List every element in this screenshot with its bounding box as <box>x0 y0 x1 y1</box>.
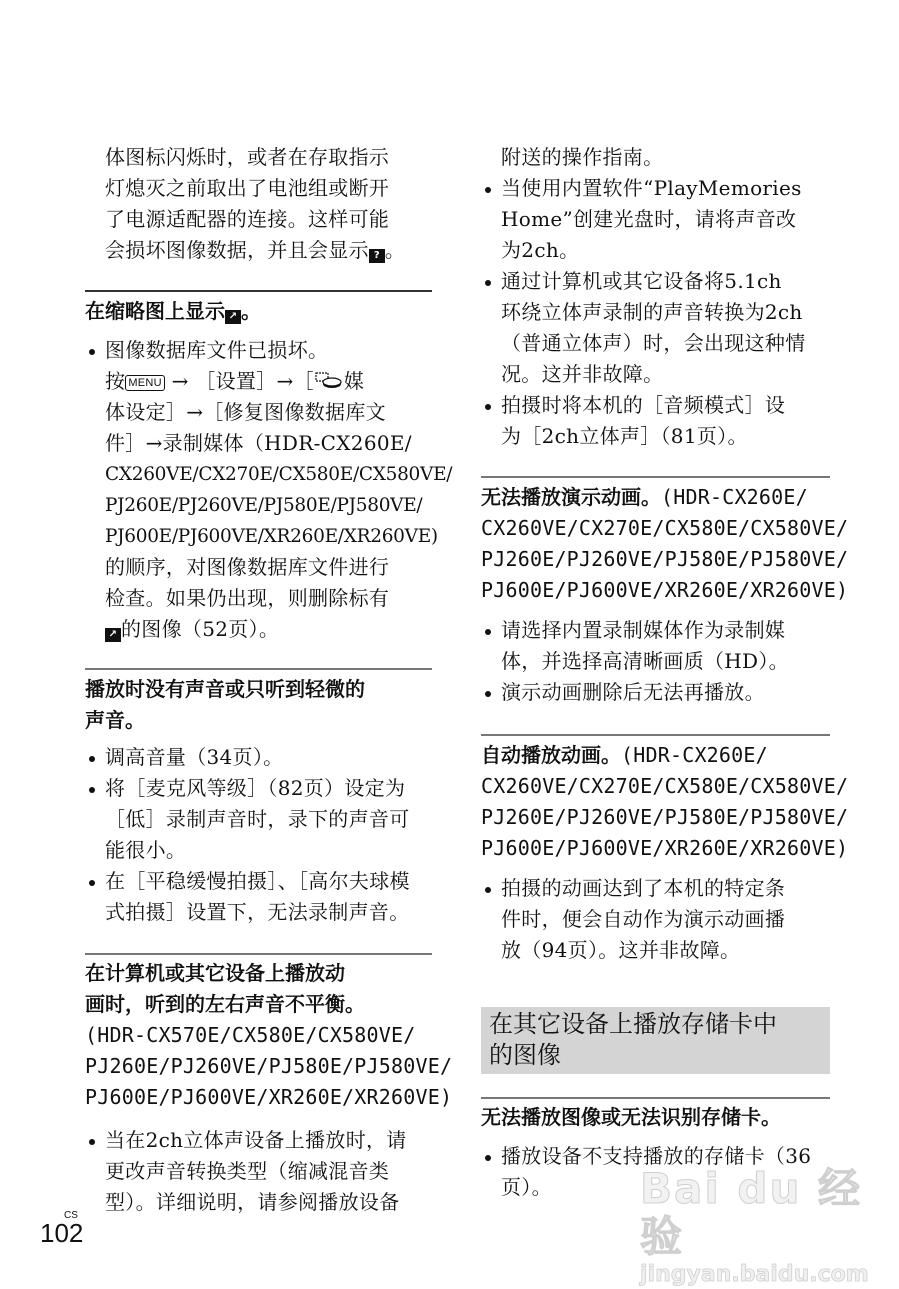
text-span: → ［设置］→［ <box>164 369 314 393</box>
bullet-item <box>481 173 830 266</box>
watermark-logo: Bai du 经验 <box>640 1164 862 1261</box>
bullet-item: 演示动画删除后无法再播放。 <box>481 677 830 708</box>
section2-body <box>85 742 432 928</box>
text-line: 为2ch。 <box>501 238 580 262</box>
heading-text: 。 <box>241 299 261 323</box>
text-line: 灯熄灭之前取出了电池组或断开 <box>105 176 390 200</box>
model-line: PJ260E/PJ260VE/PJ580E/PJ580VE/ <box>481 805 849 829</box>
heading-line: 声音。 <box>85 708 145 732</box>
heading-line <box>481 740 830 771</box>
text-line: 况。这并非故障。 <box>501 362 664 386</box>
text-line: 拍摄的动画达到了本机的特定条 <box>501 876 786 900</box>
model-line: PJ600E/PJ600VE/XR260E/XR260VE) <box>85 1085 453 1109</box>
section-heading-demo-unplayable <box>481 482 849 606</box>
text-span: 。 <box>384 238 406 262</box>
text-span: 按 <box>105 369 126 393</box>
heading-text: 自动播放动画。 <box>481 743 621 767</box>
model-text: (HDR-CX260E/ <box>621 743 768 767</box>
section-divider <box>85 668 432 670</box>
section-divider <box>481 1097 830 1099</box>
model-line: CX260VE/CX270E/CX580E/CX580VE/ <box>481 774 849 798</box>
text-line: 拍摄时将本机的［音频模式］设 <box>501 393 786 417</box>
text-line: 更改声音转换类型（缩减混音类 <box>105 1159 390 1183</box>
model-line: PJ260E/PJ260VE/PJ580E/PJ580VE/ <box>481 547 849 571</box>
section-divider <box>481 476 830 478</box>
baidu-watermark <box>640 1164 870 1287</box>
text-line: 环绕立体声录制的声音转换为2ch <box>501 300 803 324</box>
section1-body <box>85 335 453 645</box>
heading-line: 在计算机或其它设备上播放动 <box>85 961 345 985</box>
text-line: PJ260E/PJ260VE/PJ580E/PJ580VE/ <box>105 495 423 516</box>
section4-body <box>481 615 830 708</box>
section5-body <box>481 873 830 966</box>
bullet-item <box>85 866 432 928</box>
language-mark: CS <box>64 1210 78 1221</box>
text-line: 附送的操作指南。 <box>501 145 664 169</box>
bullet-item: 图像数据库文件已损坏。 <box>85 335 432 366</box>
text-line: 件时，便会自动作为演示动画播 <box>501 907 786 931</box>
text-line: 型）。详细说明，请参阅播放设备 <box>105 1190 400 1214</box>
text-line: 体，并选择高清晰画质（HD）。 <box>501 649 789 673</box>
text-line: 式拍摄］设置下，无法录制声音。 <box>105 900 410 924</box>
text-span: 媒 <box>343 369 365 393</box>
bullet-item <box>481 615 830 677</box>
text-line: 当在2ch立体声设备上播放时，请 <box>105 1128 407 1152</box>
text-line: 件］→录制媒体（HDR-CX260E/ <box>105 431 412 455</box>
section3-body <box>85 1125 432 1218</box>
model-line: PJ600E/PJ600VE/XR260E/XR260VE) <box>481 578 849 602</box>
menu-button-icon: MENU <box>125 375 165 391</box>
section-heading-no-sound <box>85 674 432 736</box>
text-line: 为［2ch立体声］（81页）。 <box>501 424 748 448</box>
text-line: CX260VE/CX270E/CX580E/CX580VE/ <box>105 464 453 485</box>
chapter-heading-line: 在其它设备上播放存储卡中 <box>489 1010 777 1038</box>
text-line: 的顺序，对图像数据库文件进行 <box>105 555 390 579</box>
section-heading-card-unreadable: 无法播放图像或无法识别存储卡。 <box>481 1105 781 1129</box>
bullet-item: 调高音量（34页）。 <box>85 742 432 773</box>
text-line <box>85 366 432 397</box>
question-mark-icon: ? <box>369 249 385 263</box>
watermark-url: jingyan.baidu.com <box>640 1262 869 1287</box>
text-line <box>105 235 432 266</box>
chapter-heading-band <box>481 1007 830 1074</box>
text-line: 了电源适配器的连接。这样可能 <box>105 207 390 231</box>
bullet-item <box>481 873 830 966</box>
text-span: 的图像（52页）。 <box>121 617 280 641</box>
section-heading-auto-demo <box>481 740 849 864</box>
heading-text: 在缩略图上显示 <box>85 299 225 323</box>
text-line <box>85 614 432 645</box>
model-line: CX260VE/CX270E/CX580E/CX580VE/ <box>481 516 849 540</box>
heading-line: 画时，听到的左右声音不平衡。 <box>85 992 365 1016</box>
model-line: (HDR-CX570E/CX580E/CX580VE/ <box>85 1023 416 1047</box>
text-line: 当使用内置软件“PlayMemories <box>501 176 802 200</box>
text-line: 体设定］→［修复图像数据库文 <box>105 400 386 424</box>
text-line: 页）。 <box>501 1175 552 1199</box>
text-line: ［低］录制声音时，录下的声音可 <box>105 807 410 831</box>
section-divider <box>85 953 432 955</box>
bullet-item <box>85 1125 432 1218</box>
model-line: PJ260E/PJ260VE/PJ580E/PJ580VE/ <box>85 1054 453 1078</box>
text-line: 能很小。 <box>105 838 187 862</box>
text-span: 会损坏图像数据，并且会显示 <box>105 238 369 262</box>
broken-image-icon: ↗ <box>225 310 241 324</box>
text-line: 播放设备不支持播放的存储卡（36 <box>501 1144 812 1168</box>
heading-line <box>481 482 830 513</box>
heading-line: 播放时没有声音或只听到轻微的 <box>85 677 365 701</box>
model-text: (HDR-CX260E/ <box>661 485 808 509</box>
text-line: 通过计算机或其它设备将5.1ch <box>501 269 782 293</box>
chapter-heading-line: 的图像 <box>489 1041 561 1069</box>
text-line: 在［平稳缓慢拍摄］、［高尔夫球模 <box>105 869 410 893</box>
text-line: （普通立体声）时，会出现这种情 <box>501 331 806 355</box>
heading-text: 无法播放演示动画。 <box>481 485 661 509</box>
section-heading-unbalanced-sound <box>85 958 453 1113</box>
bullet-item <box>85 773 432 866</box>
media-settings-icon <box>314 371 344 391</box>
text-line: 体图标闪烁时，或者在存取指示 <box>105 145 390 169</box>
model-line: PJ600E/PJ600VE/XR260E/XR260VE) <box>481 836 849 860</box>
broken-image-icon: ↗ <box>105 628 121 642</box>
text-line: Home”创建光盘时，请将声音改 <box>501 207 797 231</box>
continued-paragraph <box>481 142 830 452</box>
bullet-item <box>481 266 830 390</box>
text-line: 请选择内置录制媒体作为录制媒 <box>501 618 786 642</box>
bullet-item <box>481 390 830 452</box>
text-line: 将［麦克风等级］（82页）设定为 <box>105 776 406 800</box>
page-number: 102 <box>40 1218 84 1248</box>
section-divider <box>481 734 830 736</box>
section-divider <box>85 290 432 292</box>
text-line: 放（94页）。这并非故障。 <box>501 938 741 962</box>
intro-paragraph <box>85 142 432 266</box>
section-heading-thumbnail-icon <box>85 296 432 327</box>
text-line: PJ600E/PJ600VE/XR260E/XR260VE) <box>105 526 438 547</box>
text-line: 检查。如果仍出现，则删除标有 <box>105 586 390 610</box>
